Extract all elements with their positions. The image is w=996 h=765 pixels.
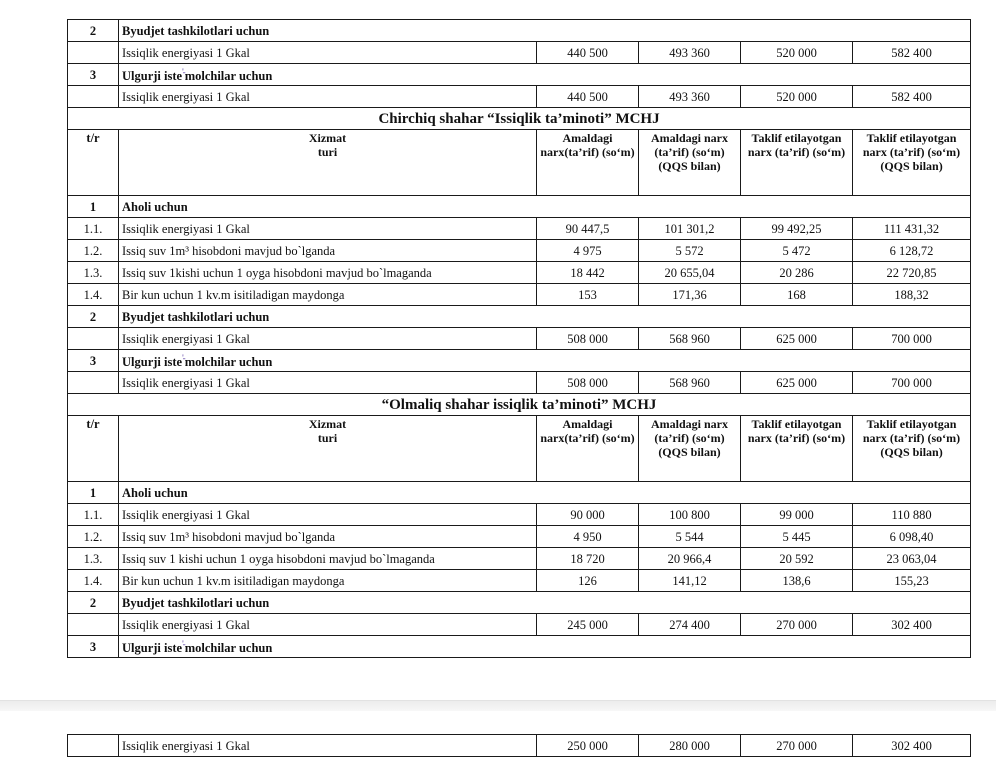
row-code [68,735,119,757]
row-code: 1.3. [68,548,119,570]
header-tr: t/r [68,416,119,482]
price-cell: 153 [537,284,639,306]
table-row [68,570,971,592]
section-label-start: Ulgurji iste [122,641,183,656]
price-cell: 245 000 [537,614,639,636]
header-col4: Taklif etilayotgan narx (ta’rif) (so‘m)(QQS bilan) [853,130,971,196]
tariff-table-continuation [67,734,971,757]
tariff-document-page [67,19,970,658]
price-cell: 302 400 [853,614,971,636]
header-col2: Amaldagi narx (ta’rif) (so‘m) (QQS bilan) [639,416,741,482]
price-cell: 520 000 [741,86,853,108]
service-name: Issiq suv 1m³ hisobdoni mavjud bo`lganda [119,526,537,548]
price-cell: 20 966,4 [639,548,741,570]
next-page-fragment [67,734,970,757]
header-service [119,130,537,196]
ellipsis-mark: '- [182,67,185,78]
company-title: “Olmaliq shahar issiqlik ta’minoti” MCHJ [68,394,971,416]
price-cell: 700 000 [853,328,971,350]
section-label: Byudjet tashkilotlari uchun [119,20,971,42]
header-service-line2: turi [317,145,338,159]
section-label: Byudjet tashkilotlari uchun [119,592,971,614]
column-header-row [68,130,971,196]
price-cell: 171,36 [639,284,741,306]
price-cell: 141,12 [639,570,741,592]
price-cell: 568 960 [639,372,741,394]
section-number: 2 [68,592,119,614]
price-cell: 18 720 [537,548,639,570]
table-row [68,240,971,262]
header-service-line1: Xizmat [308,417,347,431]
header-col3: Taklif etilayotgan narx (ta’rif) (so‘m) [741,416,853,482]
price-cell: 20 286 [741,262,853,284]
service-name: Issiqlik energiyasi 1 Gkal [119,614,537,636]
table-row [68,86,971,108]
price-cell: 4 950 [537,526,639,548]
price-cell: 274 400 [639,614,741,636]
service-name: Issiqlik energiyasi 1 Gkal [119,504,537,526]
price-cell: 440 500 [537,86,639,108]
section-row [68,592,971,614]
page-break-separator [0,700,996,711]
price-cell: 99 492,25 [741,218,853,240]
tariff-table [67,19,971,658]
header-service-line1: Xizmat [308,131,347,145]
price-cell: 508 000 [537,372,639,394]
price-cell: 270 000 [741,614,853,636]
table-row [68,504,971,526]
tariff-table-body [68,20,971,658]
table-row [68,218,971,240]
price-cell: 582 400 [853,86,971,108]
table-row [68,735,971,757]
row-code [68,328,119,350]
table-row [68,372,971,394]
price-cell: 270 000 [741,735,853,757]
row-code: 1.2. [68,526,119,548]
price-cell: 168 [741,284,853,306]
header-col2: Amaldagi narx (ta’rif) (so‘m) (QQS bilan) [639,130,741,196]
price-cell: 302 400 [853,735,971,757]
header-col1: Amaldagi narx(ta’rif) (so‘m) [537,416,639,482]
company-title-row [68,394,971,416]
company-title-row [68,108,971,130]
ellipsis-mark: '- [182,353,185,364]
price-cell: 90 447,5 [537,218,639,240]
price-cell: 100 800 [639,504,741,526]
table-row [68,328,971,350]
price-cell: 700 000 [853,372,971,394]
table-row [68,526,971,548]
column-header-row [68,416,971,482]
price-cell: 188,32 [853,284,971,306]
section-row [68,306,971,328]
company-title: Chirchiq shahar “Issiqlik ta’minoti” MCHJ [68,108,971,130]
ellipsis-mark: '- [182,639,185,650]
price-cell: 110 880 [853,504,971,526]
row-code: 1.1. [68,504,119,526]
price-cell: 23 063,04 [853,548,971,570]
price-cell: 22 720,85 [853,262,971,284]
price-cell: 20 592 [741,548,853,570]
price-cell: 5 472 [741,240,853,262]
table-row [68,284,971,306]
price-cell: 99 000 [741,504,853,526]
section-label: Aholi uchun [119,482,971,504]
section-label-end: molchilar uchun [184,355,273,370]
price-cell: 568 960 [639,328,741,350]
section-label: Aholi uchun [119,196,971,218]
header-tr: t/r [68,130,119,196]
price-cell: 508 000 [537,328,639,350]
price-cell: 5 544 [639,526,741,548]
section-label-end: molchilar uchun [184,69,273,84]
price-cell: 20 655,04 [639,262,741,284]
price-cell: 520 000 [741,42,853,64]
table-row [68,548,971,570]
price-cell: 582 400 [853,42,971,64]
price-cell: 250 000 [537,735,639,757]
price-cell: 101 301,2 [639,218,741,240]
price-cell: 90 000 [537,504,639,526]
section-number: 1 [68,482,119,504]
section-row [68,482,971,504]
price-cell: 4 975 [537,240,639,262]
section-number: 3 [68,636,119,658]
section-label-start: Ulgurji iste [122,69,183,84]
table-row [68,262,971,284]
section-label [119,64,971,86]
tariff-table-continuation-body [68,735,971,757]
price-cell: 5 572 [639,240,741,262]
section-label-end: molchilar uchun [184,641,273,656]
price-cell: 625 000 [741,328,853,350]
price-cell: 6 128,72 [853,240,971,262]
service-name: Issiq suv 1 kishi uchun 1 oyga hisobdoni mavjud bo`lmaganda [119,548,537,570]
section-number: 3 [68,350,119,372]
service-name: Bir kun uchun 1 kv.m isitiladigan maydonga [119,570,537,592]
price-cell: 126 [537,570,639,592]
price-cell: 280 000 [639,735,741,757]
header-col3: Taklif etilayotgan narx (ta’rif) (so‘m) [741,130,853,196]
price-cell: 111 431,32 [853,218,971,240]
section-label [119,636,971,658]
section-number: 2 [68,306,119,328]
price-cell: 155,23 [853,570,971,592]
service-name: Issiqlik energiyasi 1 Gkal [119,86,537,108]
row-code: 1.4. [68,570,119,592]
table-row [68,42,971,64]
row-code [68,42,119,64]
row-code: 1.4. [68,284,119,306]
price-cell: 493 360 [639,86,741,108]
row-code [68,614,119,636]
section-number: 2 [68,20,119,42]
price-cell: 493 360 [639,42,741,64]
section-row [68,64,971,86]
service-name: Bir kun uchun 1 kv.m isitiladigan maydonga [119,284,537,306]
section-label [119,350,971,372]
price-cell: 5 445 [741,526,853,548]
service-name: Issiqlik energiyasi 1 Gkal [119,372,537,394]
row-code: 1.3. [68,262,119,284]
section-number: 1 [68,196,119,218]
service-name: Issiqlik energiyasi 1 Gkal [119,735,537,757]
price-cell: 440 500 [537,42,639,64]
service-name: Issiq suv 1m³ hisobdoni mavjud bo`lganda [119,240,537,262]
header-col4: Taklif etilayotgan narx (ta’rif) (so‘m)(QQS bilan) [853,416,971,482]
price-cell: 625 000 [741,372,853,394]
row-code: 1.1. [68,218,119,240]
price-cell: 6 098,40 [853,526,971,548]
price-cell: 18 442 [537,262,639,284]
section-label-start: Ulgurji iste [122,355,183,370]
service-name: Issiq suv 1kishi uchun 1 oyga hisobdoni mavjud bo`lmaganda [119,262,537,284]
service-name: Issiqlik energiyasi 1 Gkal [119,218,537,240]
row-code [68,86,119,108]
section-number: 3 [68,64,119,86]
section-label: Byudjet tashkilotlari uchun [119,306,971,328]
header-service [119,416,537,482]
section-row [68,636,971,658]
row-code: 1.2. [68,240,119,262]
section-row [68,196,971,218]
row-code [68,372,119,394]
service-name: Issiqlik energiyasi 1 Gkal [119,42,537,64]
section-row [68,20,971,42]
table-row [68,614,971,636]
price-cell: 138,6 [741,570,853,592]
header-service-line2: turi [317,431,338,445]
header-col1: Amaldagi narx(ta’rif) (so‘m) [537,130,639,196]
section-row [68,350,971,372]
service-name: Issiqlik energiyasi 1 Gkal [119,328,537,350]
